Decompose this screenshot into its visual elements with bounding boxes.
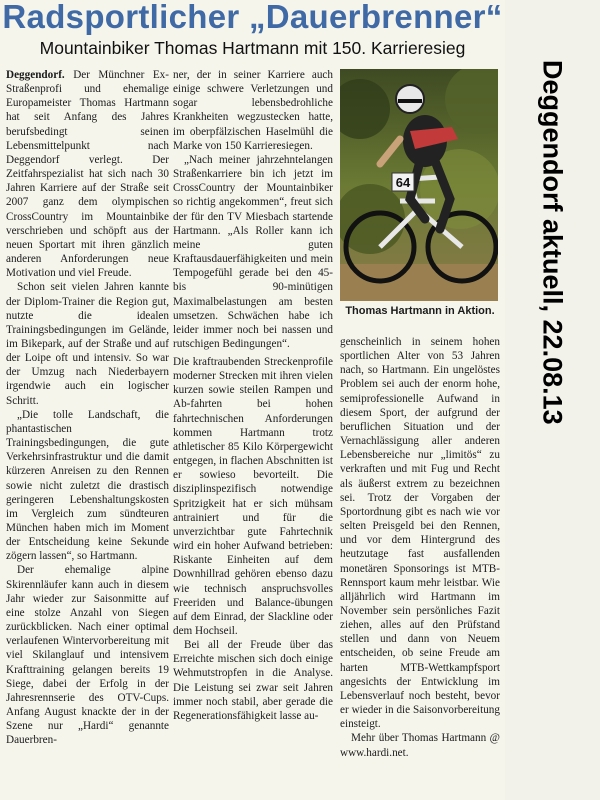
paragraph: Die kraftraubenden Streckenprofile moderner Strecken mit ihren vielen kurzen sowie steilen Rampen und Ab-fahrten bei hohen fahrtechnischen Anforderungen kommen Hartmann trotz athletischer 85 Kilo Körpergewicht entgegen, in flachen Abschnitten ist er sowieso bevorteilt. Die disziplinspezifisch notwendige Spritzigkeit hat er sich mühsam antrainiert und für die unverzichtbar gute Fahrtechnik wird ein hoher Aufwand betrieben: Riskante Einheiten auf dem Downhillrad gehören ebenso dazu wie technisch anspruchsvolles Freeriden und Balance-übungen auf dem Einrad, der Slackline oder dem Hochseil. — [173, 356, 334, 637]
paragraph: Der ehemalige alpine Skirennläufer kann auch in diesem Jahr wieder zur Saisonmitte auf eine stolze Anzahl von Siegen zurückblicken. Nach einer optimal verlaufenen Wintervorbereitung mit viel Skilanglauf und intensivem Krafttraining gelangen bereits 19 Siege, dabei der Erfolg in der Jahresrennserie des OTV-Cups. Anfang August knackte der in der Szene nur „Hardi“ genannte Dauerbren- — [6, 564, 169, 747]
article-column-2-top — [173, 68, 333, 351]
dateline: Deggendorf. — [6, 69, 65, 81]
source-label-text: Deggendorf aktuell, 22.08.13 — [537, 60, 568, 425]
photo-caption: Thomas Hartmann in Aktion. — [345, 305, 495, 317]
article-column-3 — [340, 335, 500, 760]
race-number: 64 — [395, 175, 411, 190]
headline: Radsportlicher „Dauerbrenner“ — [2, 0, 503, 35]
paragraph: „Nach meiner jahrzehntelangen Straßenkarriere bin ich jetzt im CrossCountry der Mountainbiker so richtig angekommen“, freut sich der für den TV Miesbach startende Hartmann. „Als Roller kann ich meine guten Kraftausdauerfähigkeiten und mein Tempogefühl gerade bei den 45- bis 90-minütigen Maximalbelastungen am besten umsetzen. Schwächen habe ich leider immer noch bei nassen und rutschigen Bedingungen“. — [173, 153, 333, 350]
article-column-1 — [6, 68, 169, 748]
paragraph: „Die tolle Landschaft, die phantastischen Trainingsbedingungen, die gute Verkehrsinfrastruktur und die damit kürzeren Anreisen zu den Rennen sowie nicht zuletzt die drastisch geringeren Lebenshaltungskosten im Vergleich zum sündteuren München haben mich im Moment der Entscheidung keine Sekunde zögern lassen“, so Hartmann. — [6, 408, 169, 563]
paragraph: ner, der in seiner Karriere auch einige schwere Verletzungen und sogar lebensbedrohliche Krankheiten wegzustecken hatte, im oberpfälzischen Haselmühl die Marke von 150 Karrieresiegen. — [173, 69, 333, 152]
paragraph: Mehr über Thomas Hartmann @ www.hardi.net. — [340, 732, 500, 759]
article-column-2-bottom — [173, 355, 333, 723]
paragraph: Deggendorf. Der Münchner Ex-Straßenprofi und ehemalige Europameister Thomas Hartmann hat seit Anfang des Jahres berufsbedingt seinen Lebensmittelpunkt nach Deggendorf verlegt. Der Zeitfahrspezialist hat sich nach 30 Jahren Karriere auf der Straße seit 2007 ganz dem olympischen CrossCountry im Mountainbike verschrieben und schöpft aus der neuen Sportart mit ihren gänzlich anderen Anforderungen neue Motivation und viel Freude. — [6, 69, 169, 280]
mountain-biker-illustration — [340, 69, 498, 301]
subheadline: Mountainbiker Thomas Hartmann mit 150. Karrieresieg — [39, 38, 466, 58]
paragraph: Bei all der Freude über das Erreichte mischen sich doch einige Wehmutstropfen in die Analyse. Die Leistung sei zwar seit Jahren immer noch stabil, aber gerade die Regenerationsfähigkeit lasse au- — [173, 639, 333, 722]
cyclist-photo — [340, 69, 498, 301]
paragraph: genscheinlich in seinem hohen sportlichen Alter von 53 Jahren nach, so Hartmann. Ein ungelöstes Problem sei auch der enorm hohe, semiprofessionelle Aufwand in diesem Sport, der aufgrund der beruflichen Situation und der Vernachlässigung aller anderen Lebensbereiche nur „limitös“ zu verkraften und mit Fug und Recht als äußerst extrem zu bezeichnen sei. Trotz der Vorgaben der Sportordnung gibt es nach wie vor selten Preisgeld bei den Rennen, und vor dem Hintergrund des heutzutage fast ausfallenden monetären Sponsorings ist MTB-Rennsport kaum mehr leistbar. Wie alljährlich wird Hartmann im November sein persönliches Fazit ziehen, alles auf den Prüfstand stellen und dann von Neuem entscheiden, ob seine Freude am harten MTB-Wettkampfsport angesichts der Entwicklung im Lebensverlauf noch besteht, bevor er wieder in die Saisonvorbereitung einsteigt. — [340, 336, 500, 731]
source-label — [522, 60, 582, 480]
paragraph: Schon seit vielen Jahren kannte der Diplom-Trainer die Region gut, nutzte die idealen Trainingsbedingungen im Gelände, im Bikepark, auf der Straße und auf der Loipe oft und intensiv. So war der Umzug nach Niederbayern irgendwie auch ein logischer Schritt. — [6, 281, 169, 407]
